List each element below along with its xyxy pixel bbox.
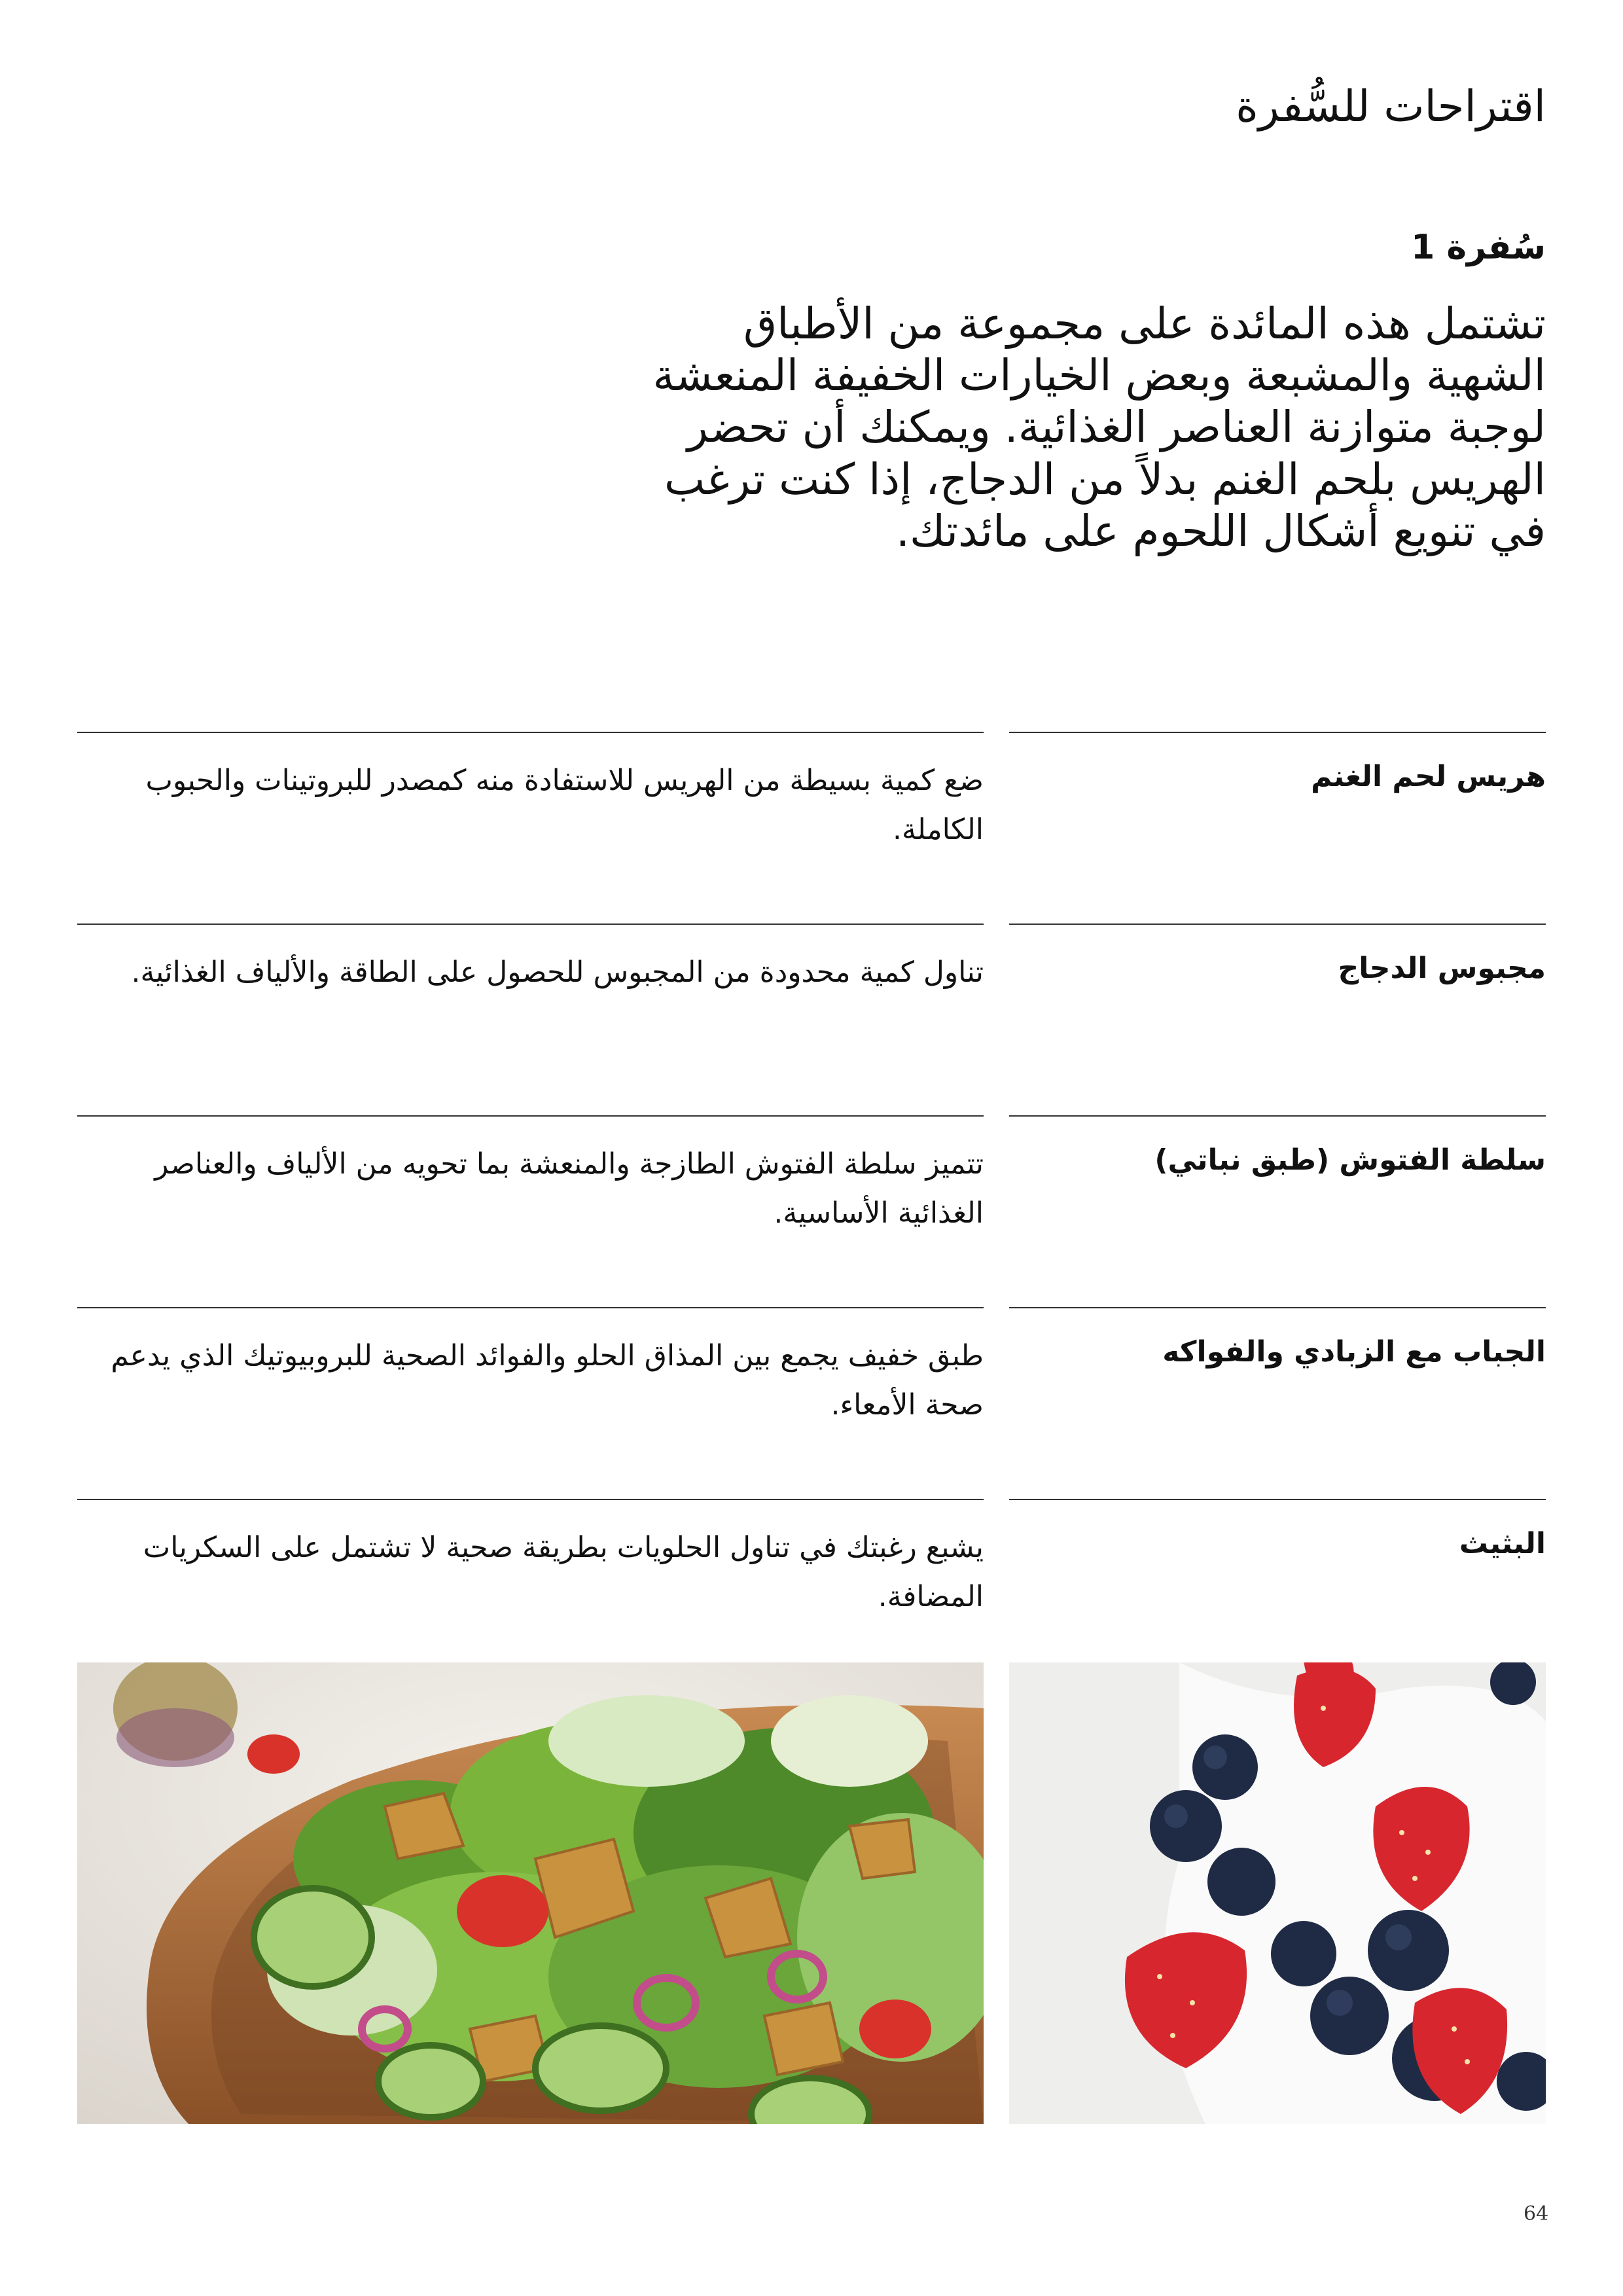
intro-paragraph: تشتمل هذه المائدة على مجموعة من الأطباق الشهية والمشبعة وبعض الخيارات الخفيفة المنعشة لوجبة متوازنة العناصر الغذائية. ويمكنك أن تحضر الهريس بلحم الغنم بدلاً من الدجاج، إذا كنت ترغب في تنويع أشكال اللحوم على مائدتك. <box>652 298 1546 556</box>
divider <box>77 1307 984 1308</box>
dish-name: سلطة الفتوش (طبق نباتي) <box>1154 1143 1546 1177</box>
dish-name: هريس لحم الغنم <box>1311 760 1546 793</box>
yogurt-berries-illustration <box>1009 1662 1546 2124</box>
dish-name: الجباب مع الزبادي والفواكه <box>1162 1335 1546 1369</box>
divider <box>77 1499 984 1500</box>
dish-name: البثيث <box>1459 1527 1546 1560</box>
dish-row <box>77 1307 1546 1499</box>
divider <box>1009 1115 1546 1117</box>
divider <box>1009 1499 1546 1500</box>
dish-name: مجبوس الدجاج <box>1338 952 1546 985</box>
dish-description: ضع كمية بسيطة من الهريس للاستفادة منه كمصدر للبروتينات والحبوب الكاملة. <box>145 764 984 846</box>
dish-description: طبق خفيف يجمع بين المذاق الحلو والفوائد الصحية للبروبيوتيك الذي يدعم صحة الأمعاء. <box>111 1339 984 1422</box>
yogurt-berries-photo <box>1009 1662 1546 2124</box>
fattoush-salad-illustration <box>77 1662 984 2124</box>
section-heading: سُفرة 1 <box>1411 228 1546 267</box>
dish-description: تتميز سلطة الفتوش الطازجة والمنعشة بما تحويه من الألياف والعناصر الغذائية الأساسية. <box>154 1147 984 1230</box>
divider <box>1009 924 1546 925</box>
divider <box>1009 732 1546 733</box>
dish-row <box>77 924 1546 1115</box>
divider <box>77 732 984 733</box>
fattoush-salad-photo <box>77 1662 984 2124</box>
dish-description: تناول كمية محدودة من المجبوس للحصول على الطاقة والألياف الغذائية. <box>131 956 984 989</box>
dish-row <box>77 1115 1546 1307</box>
dish-row <box>77 732 1546 924</box>
divider <box>77 1115 984 1117</box>
page-title: اقتراحات للسُّفرة <box>1236 81 1546 132</box>
divider <box>1009 1307 1546 1308</box>
divider <box>77 924 984 925</box>
dishes-table <box>77 732 1546 1691</box>
page-number: 64 <box>1524 2202 1549 2225</box>
dish-description: يشبع رغبتك في تناول الحلويات بطريقة صحية لا تشتمل على السكريات المضافة. <box>143 1531 984 1613</box>
